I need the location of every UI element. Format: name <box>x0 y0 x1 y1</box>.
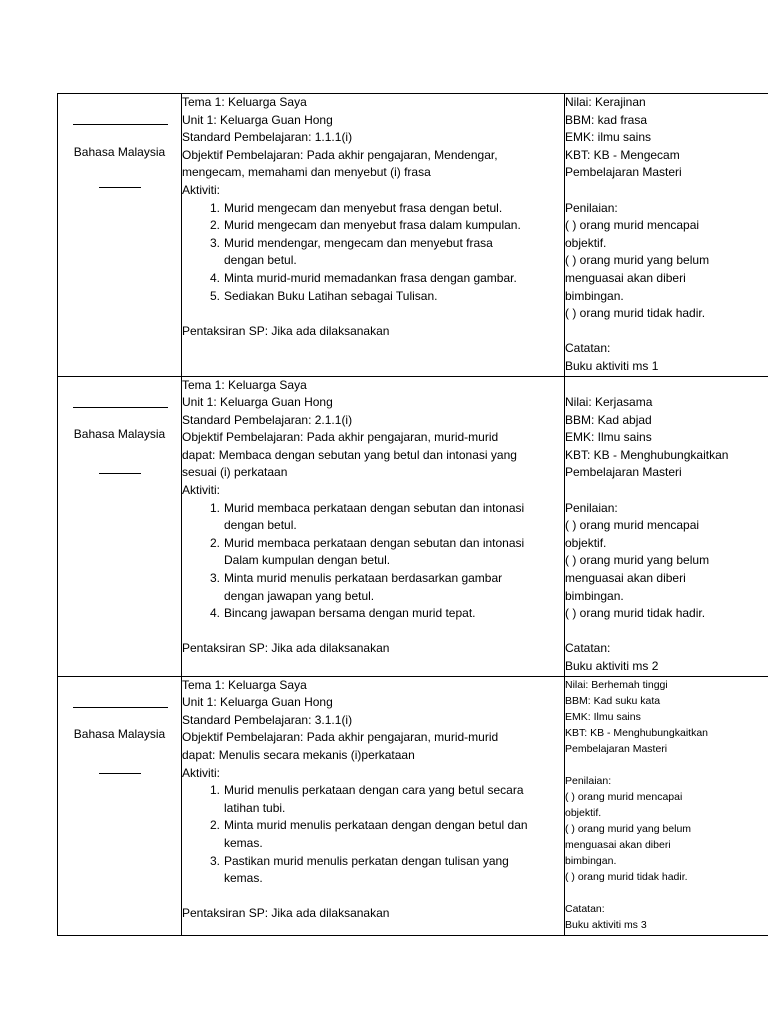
activity-item <box>182 200 564 218</box>
lesson-content-cell <box>182 94 565 377</box>
blank-line-bottom <box>99 473 141 474</box>
penilaian-line: objektif. <box>565 535 607 550</box>
activity-text: Murid membaca perkataan dengan sebutan dan intonasi Dalam kumpulan dengan betul. <box>224 535 525 568</box>
penilaian-line: ( ) orang murid tidak hadir. <box>565 306 706 321</box>
activity-number: 3. <box>209 235 220 250</box>
bbm-text: BBM: Kad suku kata <box>565 694 661 707</box>
subject-cell <box>58 94 182 377</box>
kbt-line: Pembelajaran Masteri <box>565 165 682 180</box>
activity-text: Minta murid-murid memadankan frasa dengan gambar. <box>224 270 517 285</box>
aktiviti-label: Aktiviti: <box>182 765 221 780</box>
pentaksiran-text: Pentaksiran SP: Jika ada dilaksanakan <box>182 641 390 656</box>
nilai-text: Nilai: Kerajinan <box>565 95 646 109</box>
catatan-label: Catatan: <box>565 902 605 915</box>
penilaian-line: ( ) orang murid mencapai <box>565 218 700 233</box>
kbt-line: Pembelajaran Masteri <box>565 742 668 755</box>
objektif-line: mengecam, memahami dan menyebut (i) frasa <box>182 165 431 180</box>
nilai-text: Nilai: Kerjasama <box>565 395 653 410</box>
blank-line-top <box>73 707 168 708</box>
activity-text: Minta murid menulis perkataan berdasarkan gambar dengan jawapan yang betul. <box>224 571 503 603</box>
catatan-text: Buku aktiviti ms 1 <box>565 358 659 373</box>
activity-number: 1. <box>209 783 220 798</box>
nilai-text: Nilai: Berhemah tinggi <box>565 678 668 691</box>
catatan-label: Catatan: <box>565 341 611 356</box>
objektif-line: Objektif Pembelajaran: Pada akhir pengajaran, Mendengar, <box>182 147 498 162</box>
activity-item <box>182 817 564 852</box>
activity-text: Murid mengecam dan menyebut frasa dalam kumpulan. <box>224 218 521 233</box>
penilaian-line: menguasai akan diberi <box>565 270 686 285</box>
activity-text: Murid mendengar, mengecam dan menyebut frasa dengan betul. <box>224 235 493 268</box>
penilaian-line: ( ) orang murid tidak hadir. <box>565 606 706 621</box>
activity-number: 3. <box>209 853 220 868</box>
subject-label: Bahasa Malaysia <box>73 145 166 159</box>
kbt-line: KBT: KB - Menghubungkaitkan <box>565 726 709 739</box>
activity-item <box>182 782 564 817</box>
penilaian-line: ( ) orang murid yang belum <box>565 553 710 568</box>
unit-text: Unit 1: Keluarga Guan Hong <box>182 695 333 710</box>
aktiviti-label: Aktiviti: <box>182 483 221 498</box>
penilaian-label: Penilaian: <box>565 200 618 215</box>
lesson-content-cell <box>182 676 565 935</box>
catatan-text: Buku aktiviti ms 3 <box>565 918 647 931</box>
activity-number: 1. <box>209 200 220 215</box>
activity-text: Pastikan murid menulis perkatan dengan tulisan yang kemas. <box>224 853 509 886</box>
unit-text: Unit 1: Keluarga Guan Hong <box>182 395 333 410</box>
activity-item <box>182 288 564 306</box>
subject-label: Bahasa Malaysia <box>73 426 166 441</box>
assessment-cell <box>565 94 768 377</box>
kbt-line: KBT: KB - Menghubungkaitkan <box>565 447 729 462</box>
pentaksiran-text: Pentaksiran SP: Jika ada dilaksanakan <box>182 323 390 338</box>
blank-line-top <box>73 407 168 408</box>
penilaian-line: menguasai akan diberi <box>565 571 686 586</box>
penilaian-label: Penilaian: <box>565 500 618 515</box>
unit-text: Unit 1: Keluarga Guan Hong <box>182 112 333 127</box>
aktiviti-label: Aktiviti: <box>182 182 221 197</box>
lesson-plan-table <box>57 93 768 936</box>
activity-number: 2. <box>209 535 220 550</box>
objektif-line: dapat: Membaca dengan sebutan yang betul dan intonasi yang <box>182 447 517 462</box>
activity-text: Murid mengecam dan menyebut frasa dengan betul. <box>224 200 503 215</box>
activity-item <box>182 500 564 535</box>
activity-number: 5. <box>209 288 220 303</box>
activity-text: Minta murid menulis perkataan dengan dengan betul dan kemas. <box>224 818 528 850</box>
standard-text: Standard Pembelajaran: 2.1.1(i) <box>182 412 353 427</box>
penilaian-line: ( ) orang murid yang belum <box>565 822 692 835</box>
standard-text: Standard Pembelajaran: 3.1.1(i) <box>182 712 353 727</box>
activity-number: 4. <box>209 270 220 285</box>
emk-text: EMK: Ilmu sains <box>565 430 652 445</box>
lesson-row <box>58 94 768 377</box>
penilaian-line: objektif. <box>565 235 607 250</box>
activity-item <box>182 270 564 288</box>
objektif-line: dapat: Menulis secara mekanis (i)perkataan <box>182 747 415 762</box>
penilaian-line: menguasai akan diberi <box>565 838 671 851</box>
activity-item <box>182 570 564 605</box>
blank-line-bottom <box>99 773 141 774</box>
subject-cell <box>58 376 182 676</box>
kbt-line: KBT: KB - Mengecam <box>565 147 680 162</box>
activity-item <box>182 853 564 888</box>
catatan-text: Buku aktiviti ms 2 <box>565 659 659 673</box>
lesson-row <box>58 376 768 676</box>
emk-text: EMK: ilmu sains <box>565 130 652 145</box>
activity-item <box>182 217 564 235</box>
activity-text: Bincang jawapan bersama dengan murid tepat. <box>224 606 476 621</box>
kbt-line: Pembelajaran Masteri <box>565 465 682 480</box>
bbm-text: BBM: Kad abjad <box>565 412 652 427</box>
objektif-line: sesuai (i) perkataan <box>182 465 288 480</box>
emk-text: EMK: Ilmu sains <box>565 710 641 723</box>
activity-item <box>182 605 564 623</box>
tema-text: Tema 1: Keluarga Saya <box>182 95 307 109</box>
bbm-text: BBM: kad frasa <box>565 112 648 127</box>
tema-text: Tema 1: Keluarga Saya <box>182 377 307 392</box>
penilaian-line: bimbingan. <box>565 288 624 303</box>
subject-cell <box>58 676 182 935</box>
blank-line-bottom <box>99 187 141 188</box>
activity-number: 2. <box>209 818 220 833</box>
activity-text: Murid menulis perkataan dengan cara yang betul secara latihan tubi. <box>224 783 524 815</box>
objektif-line: Objektif Pembelajaran: Pada akhir pengajaran, murid-murid <box>182 430 499 445</box>
penilaian-line: bimbingan. <box>565 588 624 603</box>
activity-list <box>182 782 564 888</box>
activity-text: Sediakan Buku Latihan sebagai Tulisan. <box>224 288 438 303</box>
activity-item <box>182 535 564 570</box>
activity-number: 4. <box>209 606 220 621</box>
activity-list <box>182 200 564 306</box>
activity-number: 3. <box>209 571 220 586</box>
activity-item <box>182 235 564 270</box>
penilaian-line: bimbingan. <box>565 854 617 867</box>
pentaksiran-text: Pentaksiran SP: Jika ada dilaksanakan <box>182 906 390 921</box>
lesson-row <box>58 676 768 935</box>
blank-line-top <box>73 124 168 125</box>
subject-label: Bahasa Malaysia <box>73 726 166 741</box>
standard-text: Standard Pembelajaran: 1.1.1(i) <box>182 130 353 145</box>
activity-list <box>182 500 564 623</box>
activity-text: Murid membaca perkataan dengan sebutan dan intonasi dengan betul. <box>224 500 525 533</box>
penilaian-line: ( ) orang murid mencapai <box>565 790 683 803</box>
penilaian-line: objektif. <box>565 806 602 819</box>
penilaian-label: Penilaian: <box>565 774 612 787</box>
assessment-cell <box>565 676 768 935</box>
lesson-content-cell <box>182 376 565 676</box>
activity-number: 1. <box>209 500 220 515</box>
penilaian-line: ( ) orang murid mencapai <box>565 518 700 533</box>
tema-text: Tema 1: Keluarga Saya <box>182 677 307 692</box>
penilaian-line: ( ) orang murid yang belum <box>565 253 710 268</box>
activity-number: 2. <box>209 218 220 233</box>
assessment-cell <box>565 376 768 676</box>
catatan-label: Catatan: <box>565 641 611 656</box>
objektif-line: Objektif Pembelajaran: Pada akhir pengajaran, murid-murid <box>182 730 499 745</box>
penilaian-line: ( ) orang murid tidak hadir. <box>565 870 688 883</box>
